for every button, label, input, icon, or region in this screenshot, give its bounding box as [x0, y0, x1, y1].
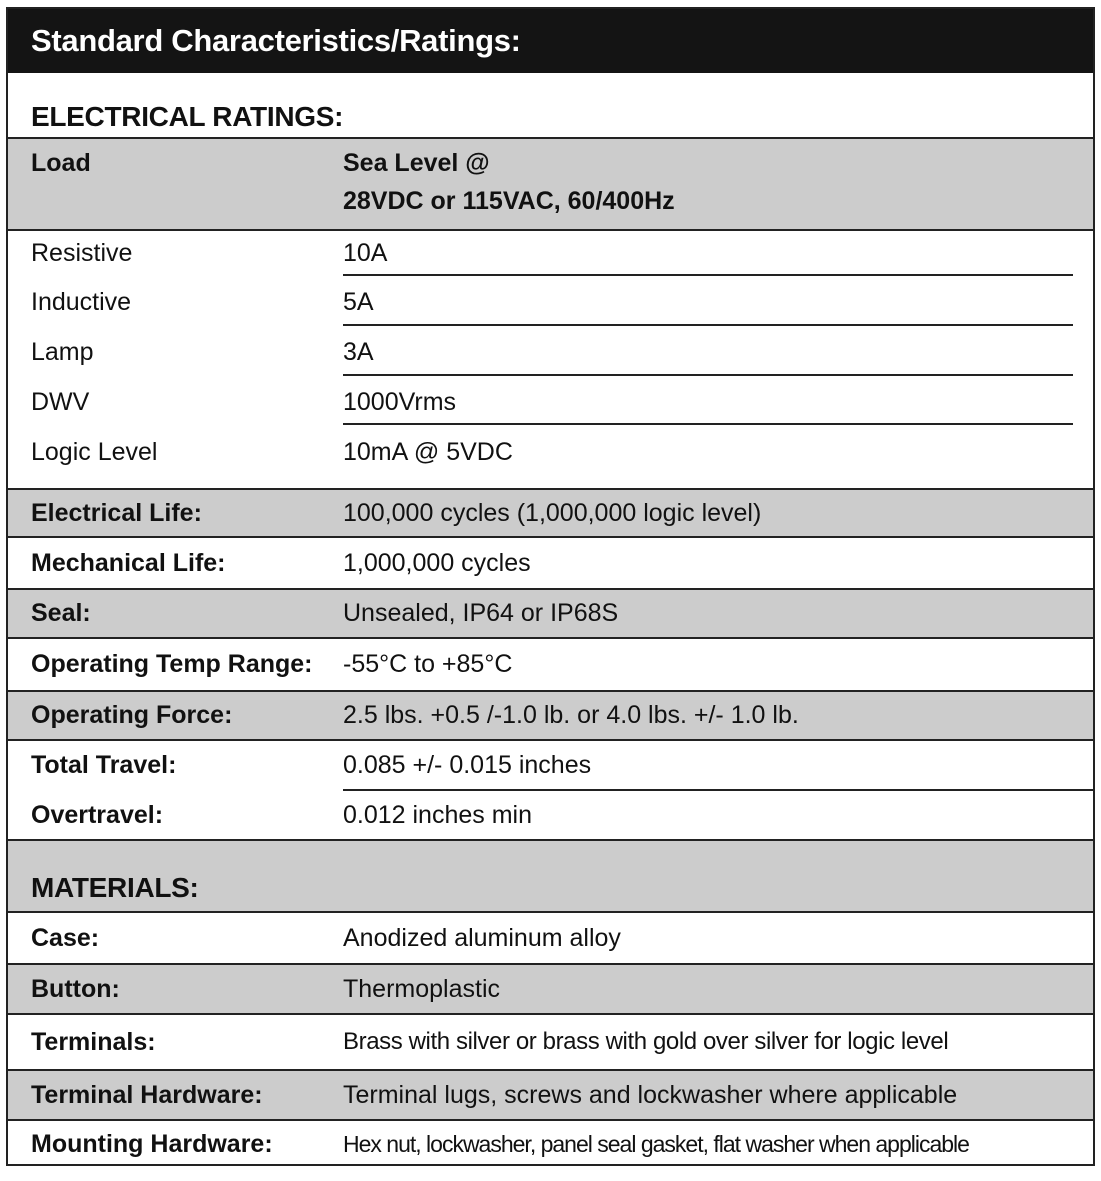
load-row-dwv — [8, 379, 1093, 425]
spec-row-mechanical-life — [8, 538, 1093, 590]
spec-label: Electrical Life: — [31, 498, 202, 527]
material-value: Thermoplastic — [343, 974, 500, 1003]
spec-label: Operating Temp Range: — [31, 650, 313, 678]
spec-label: Operating Force: — [31, 701, 233, 729]
spec-label: Seal: — [31, 599, 91, 627]
material-row-terminal-hardware — [8, 1071, 1093, 1121]
material-value: Brass with silver or brass with gold over silver for logic level — [343, 1028, 949, 1055]
load-rating: 5A — [343, 287, 374, 316]
row-divider — [343, 423, 1073, 425]
spec-row-overtravel — [8, 791, 1093, 841]
load-row-resistive — [8, 231, 1093, 275]
spec-row-operating-force — [8, 692, 1093, 741]
load-row-logic-level — [8, 429, 1093, 489]
spec-row-operating-temp-range — [8, 639, 1093, 692]
row-divider — [343, 274, 1073, 276]
load-type: Lamp — [31, 337, 94, 366]
load-rating: 10mA @ 5VDC — [343, 437, 513, 466]
spec-label: Mechanical Life: — [31, 548, 226, 577]
row-divider — [343, 324, 1073, 326]
load-row-inductive — [8, 279, 1093, 325]
material-value: Terminal lugs, screws and lockwasher where applicable — [343, 1080, 958, 1109]
spec-value: 100,000 cycles (1,000,000 logic level) — [343, 498, 762, 527]
load-rating: 1000Vrms — [343, 387, 457, 416]
material-row-case — [8, 913, 1093, 965]
spec-value: 0.085 +/- 0.015 inches — [343, 750, 592, 779]
load-rating: 3A — [343, 337, 374, 366]
spec-row-electrical-life — [8, 488, 1093, 538]
load-condition-line2: 28VDC or 115VAC, 60/400Hz — [343, 187, 675, 215]
material-row-terminals — [8, 1015, 1093, 1071]
materials-heading: MATERIALS: — [8, 841, 1093, 913]
load-type: Resistive — [31, 238, 133, 267]
load-condition-line1: Sea Level @ — [343, 149, 490, 177]
load-type: Logic Level — [31, 437, 158, 466]
load-type: Inductive — [31, 287, 132, 316]
material-label: Terminals: — [31, 1027, 156, 1056]
spec-value: 0.012 inches min — [343, 800, 533, 829]
load-rating: 10A — [343, 238, 388, 267]
material-label: Terminal Hardware: — [31, 1080, 263, 1109]
material-row-button — [8, 965, 1093, 1015]
spec-value: 1,000,000 cycles — [343, 548, 531, 577]
material-value: Anodized aluminum alloy — [343, 923, 621, 952]
spec-row-seal — [8, 590, 1093, 639]
material-label: Case: — [31, 923, 100, 952]
spec-value: -55°C to +85°C — [343, 650, 513, 678]
row-divider — [343, 374, 1073, 376]
spec-value: 2.5 lbs. +0.5 /-1.0 lb. or 4.0 lbs. +/- 1.0 lb. — [343, 701, 799, 729]
spec-label: Overtravel: — [31, 800, 164, 829]
material-label: Button: — [31, 974, 120, 1003]
spec-value: Unsealed, IP64 or IP68S — [343, 599, 619, 627]
table-title: Standard Characteristics/Ratings: — [8, 9, 1093, 73]
spec-label: Total Travel: — [31, 750, 177, 779]
electrical-ratings-heading: ELECTRICAL RATINGS: — [31, 101, 344, 132]
load-header-row — [8, 137, 1093, 231]
load-label: Load — [31, 149, 91, 177]
spec-row-total-travel — [8, 741, 1093, 789]
load-type: DWV — [31, 387, 90, 416]
material-value: Hex nut, lockwasher, panel seal gasket, flat washer when applicable — [343, 1131, 969, 1157]
material-label: Mounting Hardware: — [31, 1130, 273, 1158]
material-row-mounting-hardware — [8, 1121, 1093, 1166]
spec-table — [6, 7, 1095, 1166]
load-row-lamp — [8, 329, 1093, 375]
